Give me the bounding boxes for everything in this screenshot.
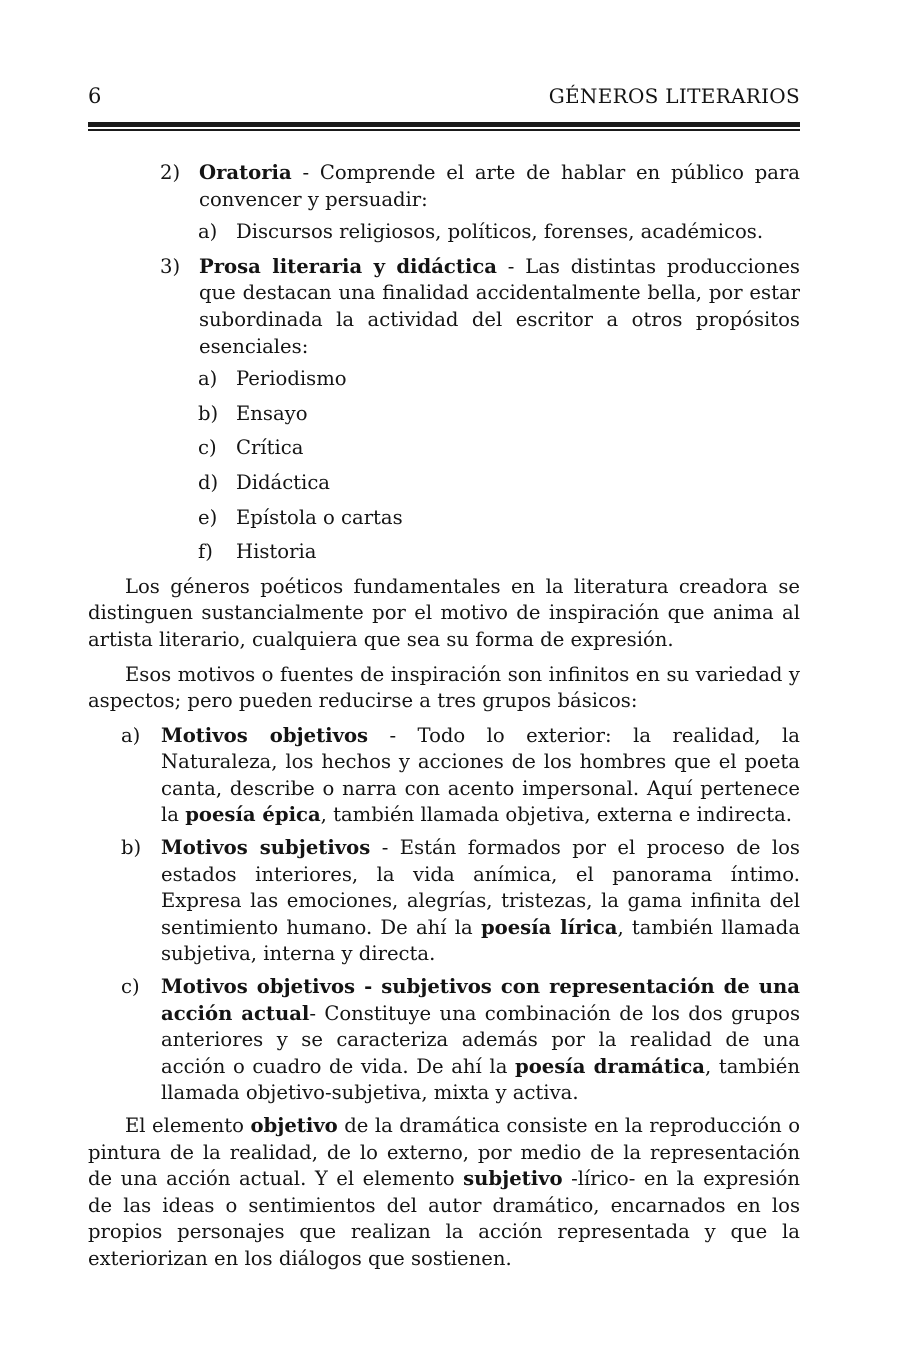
sub-item-periodismo: [88, 366, 800, 393]
sub-item-text: Epístola o cartas: [236, 505, 403, 529]
page-number: 6: [88, 84, 102, 108]
sub-item-text: Historia: [236, 540, 317, 564]
paragraph-generos: Los géneros poéticos fundamentales en la literatura creadora se distinguen sustancialmente por el motivo de inspiración que anima al artista literario, cualquiera que sea su forma de expresión.: [88, 574, 800, 651]
list-marker: a): [121, 723, 141, 747]
term-poesia-epica: poesía épica: [185, 803, 321, 827]
term-motivos-mixtos: Motivos objetivos - subjetivos con representación de una acción actual: [161, 975, 800, 1025]
term-poesia-lirica: poesía lírica: [480, 915, 618, 939]
term-subjetivo: subjetivo: [463, 1167, 563, 1191]
list-item-oratoria: [88, 160, 800, 213]
list-marker: 2): [160, 161, 181, 184]
list-marker: b): [121, 836, 142, 860]
sub-item-historia: [88, 539, 800, 566]
term-poesia-dramatica: poesía dramática: [515, 1054, 705, 1078]
motivo-text-end: , también llamada objetivo-subjetiva, mixta y activa.: [161, 1054, 800, 1105]
sub-item-text: Ensayo: [236, 401, 308, 425]
page-header: [88, 84, 800, 114]
sub-item-text: Crítica: [236, 436, 304, 460]
motivo-item-mixtos: [88, 974, 800, 1107]
sub-item-text: Discursos religiosos, políticos, forenses, académicos.: [236, 220, 764, 244]
term-prosa: Prosa literaria y didáctica: [199, 254, 497, 278]
sub-item-epistola: [88, 505, 800, 532]
sub-item-discursos: [88, 219, 800, 246]
term-motivos-subjetivos: Motivos subjetivos: [161, 836, 371, 860]
para-text: El elemento: [125, 1114, 251, 1137]
sub-marker: f): [198, 540, 213, 564]
list-marker: 3): [160, 254, 181, 278]
term-motivos-objetivos: Motivos objetivos: [161, 723, 369, 747]
prosa-text: - Las distintas producciones que destacan una finalidad accidentalmente bella, por estar subordinada la actividad del escritor a otros propósitos esenciales:: [199, 254, 800, 358]
paragraph-motivos: Esos motivos o fuentes de inspiración son infinitos en su variedad y aspectos; pero pueden reducirse a tres grupos básicos:: [88, 662, 800, 713]
sub-item-text: Didáctica: [236, 470, 330, 494]
page-body: [88, 160, 800, 1281]
sub-marker: a): [198, 367, 218, 391]
motivo-text: - Constituye una combinación de los dos grupos anteriores y se caracteriza además por la realidad de una acción o cuadro de vida. De ahí la: [161, 1001, 801, 1078]
header-rule-thin: [88, 129, 800, 131]
motivo-item-objetivos: [88, 723, 800, 829]
sub-marker: c): [198, 436, 217, 460]
para-text: -lírico- en la expresión de las ideas o sentimientos del autor dramático, encarnados en los propios personajes que realizan la acción representada y que la exteriorizan en los diálogos que sostienen.: [88, 1167, 800, 1270]
motivo-text: - Todo lo exterior: la realidad, la Naturaleza, los hechos y acciones de los hombres que el poeta canta, describe o narra con acento impersonal. Aquí pertenece la: [161, 723, 800, 827]
header-rule-thick: [88, 122, 800, 127]
oratoria-text: - Comprende el arte de hablar en público para convencer y persuadir:: [199, 161, 800, 211]
para-text: de la dramática consiste en la reproducción o pintura de la realidad, de lo externo, por medio de la representación de una acción actual. Y el elemento: [88, 1114, 801, 1191]
motivo-item-subjetivos: [88, 835, 800, 968]
sub-marker: a): [198, 220, 218, 244]
sub-item-text: Periodismo: [236, 367, 347, 391]
term-objetivo: objetivo: [250, 1114, 338, 1137]
running-title: GÉNEROS LITERARIOS: [548, 84, 800, 108]
list-marker: c): [121, 975, 140, 999]
motivo-text: - Están formados por el proceso de los estados interiores, la vida anímica, el panorama íntimo. Expresa las emociones, alegrías, tristezas, la gama infinita del sentimiento humano. De ahí la: [161, 836, 800, 939]
sub-marker: b): [198, 401, 219, 425]
sub-item-ensayo: [88, 401, 800, 428]
paragraph-dramatica: [88, 1113, 800, 1273]
term-oratoria: Oratoria: [199, 161, 292, 184]
sub-item-critica: [88, 435, 800, 462]
list-item-prosa: [88, 254, 800, 360]
sub-marker: e): [198, 505, 218, 529]
sub-item-didactica: [88, 470, 800, 497]
motivo-text-end: , también llamada objetiva, externa e indirecta.: [320, 803, 793, 827]
motivo-text-end: , también llamada subjetiva, interna y directa.: [161, 915, 801, 966]
sub-marker: d): [198, 470, 219, 494]
